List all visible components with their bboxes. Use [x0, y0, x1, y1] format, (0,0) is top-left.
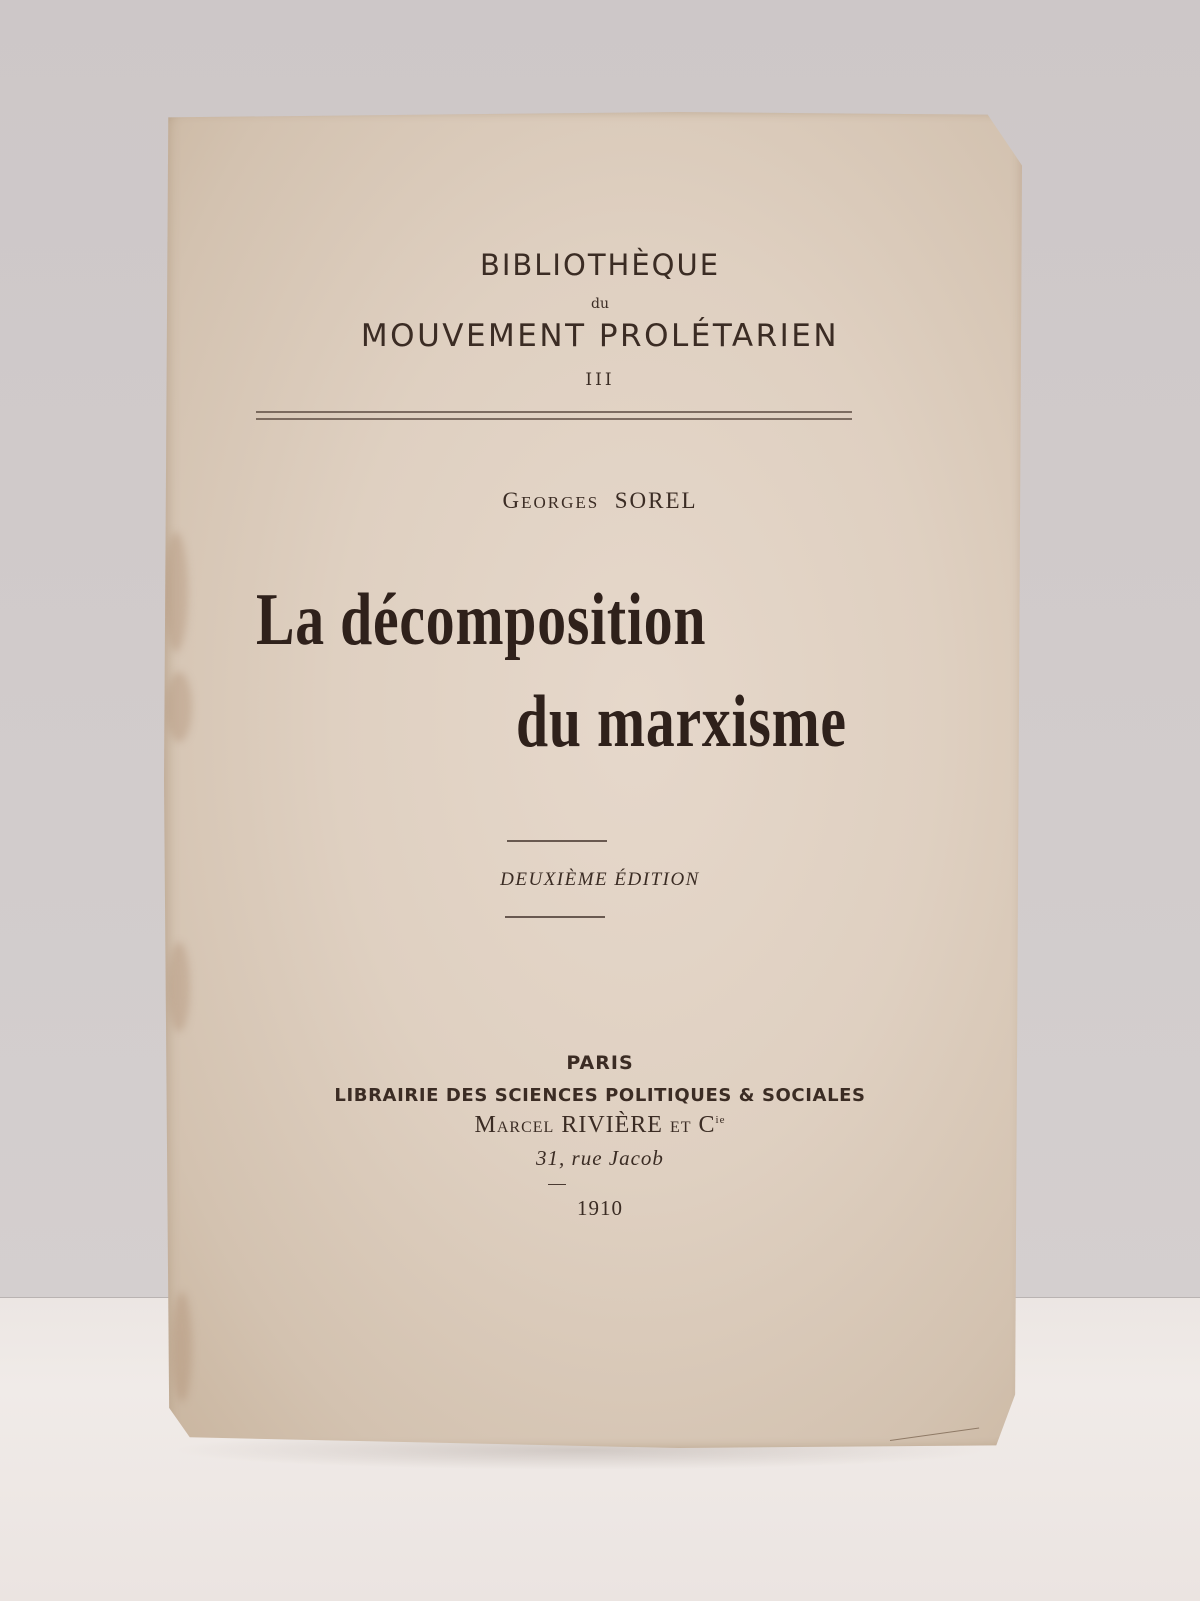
publisher-address: 31, rue Jacob — [536, 1146, 664, 1170]
edition-rule-bottom — [505, 916, 605, 918]
edge-stain — [172, 1292, 192, 1402]
edge-stain — [164, 532, 188, 652]
imprint-name-rest: ARCEL — [496, 1119, 555, 1136]
series-volume: III — [585, 370, 615, 390]
book-title-line1: La décomposition — [256, 579, 707, 661]
double-rule-top — [256, 411, 852, 413]
publication-year: 1910 — [577, 1196, 623, 1220]
series-subtitle: MOUVEMENT PROLÉTARIEN — [360, 318, 840, 354]
author-name — [0, 488, 1200, 514]
author-first-rest: EORGES — [521, 493, 600, 512]
author-first-initial: G — [502, 488, 522, 513]
edition-rule-top — [507, 840, 607, 842]
book-cover — [164, 112, 1022, 1448]
publisher-name: LIBRAIRIE DES SCIENCES POLITIQUES & SOCIALES — [334, 1085, 866, 1106]
imprint-et: ET — [669, 1119, 692, 1136]
imprint-initial: M — [474, 1112, 497, 1138]
imprint-company: C — [698, 1112, 716, 1138]
double-rule-bottom — [256, 418, 852, 420]
publisher-city: PARIS — [566, 1052, 634, 1074]
edge-stain — [166, 672, 192, 742]
imprint-company-sup: ie — [715, 1114, 726, 1126]
series-connector: du — [591, 296, 609, 312]
publisher-imprint — [0, 1112, 1200, 1139]
edition-label: DEUXIÈME ÉDITION — [500, 869, 700, 890]
book-title-line2: du marxisme — [516, 681, 847, 763]
edge-stain — [168, 942, 190, 1032]
series-title: BIBLIOTHÈQUE — [479, 248, 721, 282]
imprint-surname: RIVIÈRE — [561, 1112, 663, 1138]
year-dash — [548, 1184, 566, 1185]
author-last-name: SOREL — [614, 488, 698, 513]
